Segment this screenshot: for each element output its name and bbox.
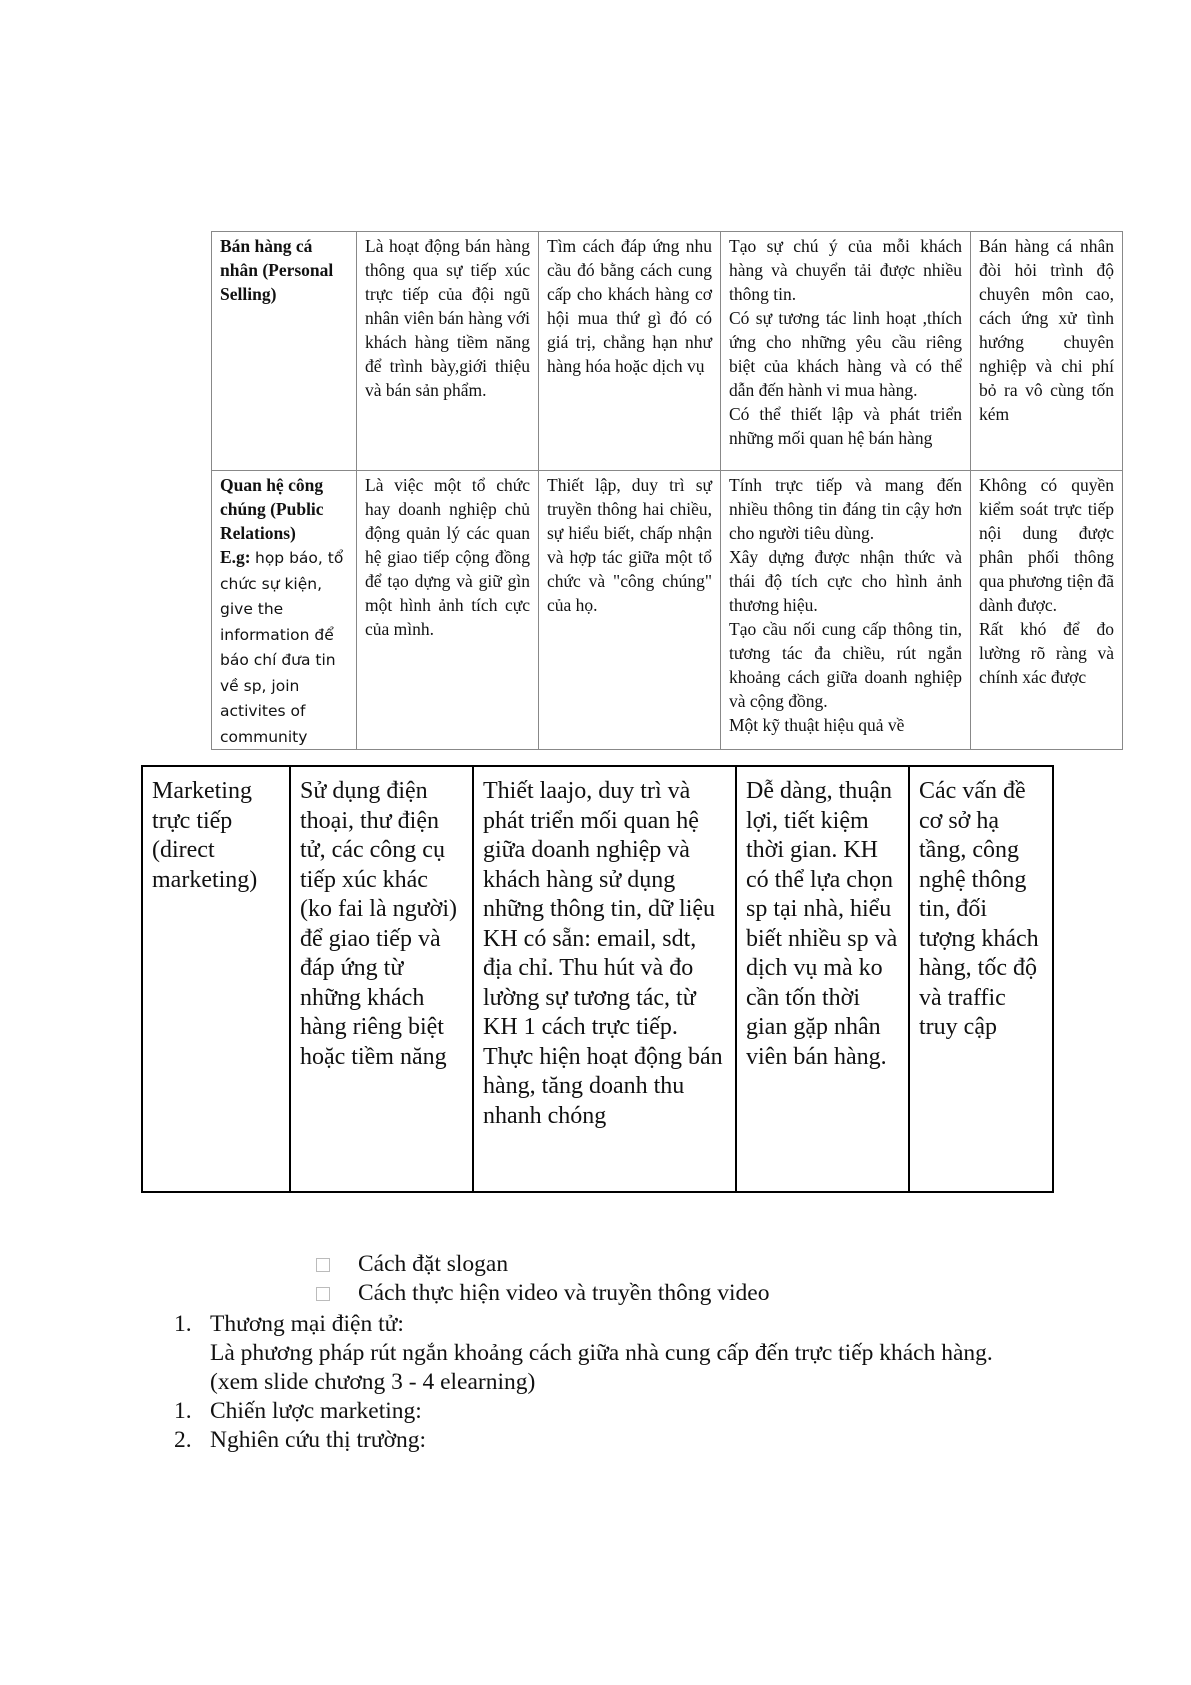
bullet-box-icon <box>316 1258 330 1272</box>
tool-name: Quan hệ công chúng (Public Relations) <box>220 475 324 543</box>
eg-label: E.g: <box>220 547 251 567</box>
disadvantages-cell: Bán hàng cá nhân đòi hỏi trình độ chuyên môn cao, cách ứng xử tình hướng chuyên nghiệp và chi phí bỏ ra vô cùng tốn kém <box>971 232 1123 471</box>
definition-cell: Là hoạt động bán hàng thông qua sự tiếp xúc trực tiếp của đội ngũ nhân viên bán hàng với khách hàng tiềm năng để trình bày,giới thiệu và bán sản phẩm. <box>357 232 539 471</box>
advantage-item: Tạo cầu nối cung cấp thông tin, tương tác đa chiều, rút ngắn khoảng cách giữa doanh nghiệp và cộng đồng. <box>729 619 962 711</box>
disadvantage-item: Rất khó để đo lường rõ ràng và chính xác được <box>979 619 1114 687</box>
list-item <box>174 1310 1074 1339</box>
list-number: 2. <box>174 1427 192 1453</box>
eg-text: họp báo, tổ chức sự kiện, give the information để báo chí đưa tin về sp, join activites of community <box>220 549 344 746</box>
list-number: 1. <box>174 1398 192 1424</box>
advantage-item: Có sự tương tác linh hoạt ,thích ứng cho những yêu cầu riêng biệt của khách hàng và có thể dẫn đến hành vi mua hàng. <box>729 308 962 400</box>
advantages-cell: Dễ dàng, thuận lợi, tiết kiệm thời gian. KH có thể lựa chọn sp tại nhà, hiểu biết nhiều sp và dịch vụ mà ko cần tốn thời gian gặp nhân viên bán hàng. <box>736 766 909 1192</box>
definition-cell: Sử dụng điện thoại, thư điện tử, các công cụ tiếp xúc khác (ko fai là người) để giao tiếp và đáp ứng từ những khách hàng riêng biệt hoặc tiềm năng <box>290 766 473 1192</box>
table-row <box>212 232 1123 471</box>
list-item <box>316 1279 769 1308</box>
advantage-item: Xây dựng được nhận thức và thái độ tích cực cho hình ảnh thương hiệu. <box>729 547 962 615</box>
advantage-item: Một kỹ thuật hiệu quả về <box>729 715 905 735</box>
list-paragraph: Là phương pháp rút ngắn khoảng cách giữa nhà cung cấp đến trực tiếp khách hàng. <box>210 1340 993 1366</box>
bullet-text: Cách thực hiện video và truyền thông video <box>358 1280 770 1306</box>
table-row <box>212 471 1123 750</box>
list-text: Chiến lược marketing: <box>210 1398 422 1424</box>
purpose-cell: Thiết lập, duy trì sự truyền thông hai chiều, sự hiểu biết, chấp nhận và hợp tác giữa một tổ chức và "công chúng" của họ. <box>539 471 721 750</box>
list-paragraph: (xem slide chương 3 - 4 elearning) <box>210 1369 536 1395</box>
list-item <box>174 1397 1074 1426</box>
list-item <box>316 1250 769 1279</box>
tool-name-cell: Marketing trực tiếp (direct marketing) <box>142 766 290 1192</box>
promotion-table-part-1 <box>211 231 1123 750</box>
disadvantages-cell: Các vấn đề cơ sở hạ tầng, công nghệ thông tin, đối tượng khách hàng, tốc độ và traffic truy cập <box>909 766 1053 1192</box>
purpose-cell: Tìm cách đáp ứng nhu cầu đó bằng cách cung cấp cho khách hàng cơ hội mua thứ gì đó có giá trị, chẳng hạn như hàng hóa hoặc dịch vụ <box>539 232 721 471</box>
bullet-list <box>316 1250 769 1308</box>
numbered-list <box>174 1310 1074 1455</box>
list-item <box>174 1426 1074 1455</box>
advantages-cell <box>721 471 971 750</box>
advantage-item: Tạo sự chú ý của mỗi khách hàng và chuyển tải được nhiều thông tin. <box>729 236 962 304</box>
tool-name-cell: Bán hàng cá nhân (Personal Selling) <box>212 232 357 471</box>
table-row <box>142 766 1053 1192</box>
bullet-text: Cách đặt slogan <box>358 1251 509 1277</box>
advantage-item: Có thể thiết lập và phát triển những mối quan hệ bán hàng <box>729 404 962 448</box>
bullet-box-icon <box>316 1287 330 1301</box>
tool-name-cell <box>212 471 357 750</box>
list-text: Thương mại điện tử: <box>210 1311 404 1337</box>
purpose-cell: Thiết laajo, duy trì và phát triển mối quan hệ giữa doanh nghiệp và khách hàng sử dụng những thông tin, dữ liệu KH có sẵn: email, sdt, địa chỉ. Thu hút và đo lường sự tương tác, từ KH 1 cách trực tiếp. Thực hiện hoạt động bán hàng, tăng doanh thu nhanh chóng <box>473 766 736 1192</box>
advantage-item: Tính trực tiếp và mang đến nhiều thông tin đáng tin cậy hơn cho người tiêu dùng. <box>729 475 962 543</box>
disadvantages-cell <box>971 471 1123 750</box>
list-number: 1. <box>174 1311 192 1337</box>
disadvantage-item: Không có quyền kiểm soát trực tiếp nội dung được phân phối thông qua phương tiện đã dành được. <box>979 475 1114 615</box>
promotion-table-part-2 <box>141 765 1054 1193</box>
definition-cell: Là việc một tổ chức hay doanh nghiệp chủ động quản lý các quan hệ giao tiếp cộng đồng để tạo dựng và giữ gìn một hình ảnh tích cực của mình. <box>357 471 539 750</box>
advantages-cell <box>721 232 971 471</box>
list-text: Nghiên cứu thị trường: <box>210 1427 427 1453</box>
